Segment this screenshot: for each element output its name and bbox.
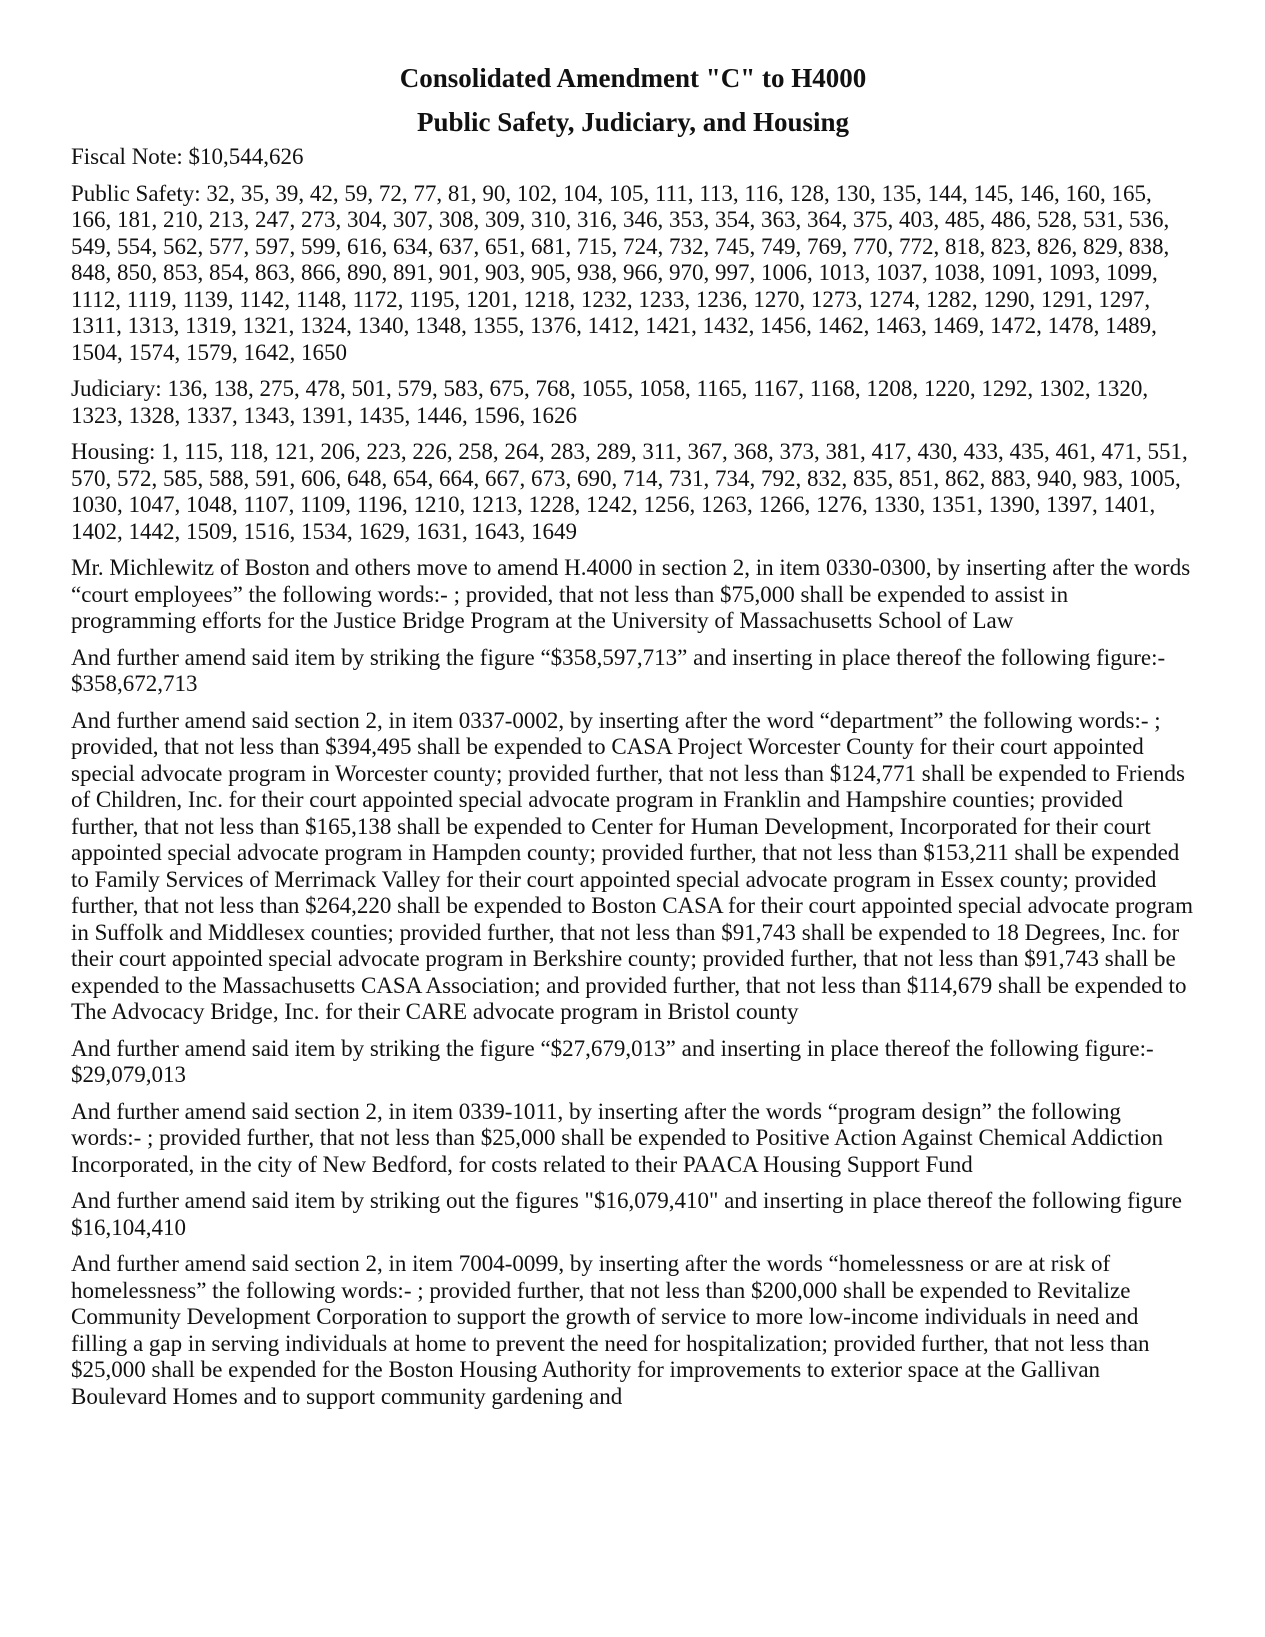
amendment-paragraph: And further amend said section 2, in item 0337-0002, by inserting after the word “department” the following words:- ; provided, that not less than $394,495 shall be expended to CASA Project Worcester County for their court appointed special advocate program in Worcester county; provided further, that not less than $124,771 shall be expended to Friends of Children, Inc. for their court appointed special advocate program in Franklin and Hampshire counties; provided further, that not less than $165,138 shall be expended to Center for Human Development, Incorporated for their court appointed special advocate program in Hampden county; provided further, that not less than $153,211 shall be expended to Family Services of Merrimack Valley for their court appointed special advocate program in Essex county; provided further, that not less than $264,220 shall be expended to Boston CASA for their court appointed special advocate program in Suffolk and Middlesex counties; provided further, that not less than $91,743 shall be expended to 18 Degrees, Inc. for their court appointed special advocate program in Berkshire county; provided further, that not less than $91,743 shall be expended to the Massachusetts CASA Association; and provided further, that not less than $114,679 shall be expended to The Advocacy Bridge, Inc. for their CARE advocate program in Bristol county: [71, 707, 1193, 1024]
amendment-paragraph: And further amend said item by striking the figure “$358,597,713” and inserting in place thereof the following figure:- $358,672,713: [71, 644, 1166, 696]
housing-list: Housing: 1, 115, 118, 121, 206, 223, 226, 258, 264, 283, 289, 311, 367, 368, 373, 381, 417, 430, 433, 435, 461, 471, 551, 570, 572, 585, 588, 591, 606, 648, 654, 664, 667, 673, 690, 714, 731, 734, 792, 832, 835, 851, 862, 883, 940, 983, 1005, 1030, 1047, 1048, 1107, 1109, 1196, 1210, 1213, 1228, 1242, 1256, 1263, 1266, 1276, 1330, 1351, 1390, 1397, 1401, 1402, 1442, 1509, 1516, 1534, 1629, 1631, 1643, 1649: [71, 439, 1188, 544]
fiscal-note: Fiscal Note: $10,544,626: [71, 144, 304, 169]
document-title: Consolidated Amendment "C" to H4000: [399, 63, 867, 93]
document-subtitle: Public Safety, Judiciary, and Housing: [416, 107, 850, 137]
amendment-paragraph: Mr. Michlewitz of Boston and others move to amend H.4000 in section 2, in item 0330-0300, by inserting after the words “court employees” the following words:- ; provided, that not less than $75,000 shall be expended to assist in programming efforts for the Justice Bridge Program at the University of Massachusetts School of Law: [71, 555, 1191, 633]
judiciary-list: Judiciary: 136, 138, 275, 478, 501, 579, 583, 675, 768, 1055, 1058, 1165, 1167, 1168, 1208, 1220, 1292, 1302, 1320, 1323, 1328, 1337, 1343, 1391, 1435, 1446, 1596, 1626: [71, 376, 1149, 428]
amendment-paragraph: And further amend said item by striking out the figures "$16,079,410" and inserting in place thereof the following figure $16,104,410: [71, 1188, 1183, 1240]
amendment-paragraph: And further amend said section 2, in item 0339-1011, by inserting after the words “program design” the following words:- ; provided further, that not less than $25,000 shall be expended to Positive Action Against Chemical Addiction Incorporated, in the city of New Bedford, for costs related to their PAACA Housing Support Fund: [71, 1098, 1164, 1177]
amendment-paragraph: And further amend said section 2, in item 7004-0099, by inserting after the words “homelessness or are at risk of homelessness” the following words:- ; provided further, that not less than $200,000 shall be expended to Revitalize Community Development Corporation to support the growth of service to more low-income individuals in need and filling a gap in serving individuals at home to prevent the need for hospitalization; provided further, that not less than $25,000 shall be expended for the Boston Housing Authority for improvements to exterior space at the Gallivan Boulevard Homes and to support community gardening and: [71, 1251, 1150, 1409]
amendment-paragraph: And further amend said item by striking the figure “$27,679,013” and inserting in place thereof the following figure:- $29,079,013: [71, 1035, 1154, 1087]
public-safety-list: Public Safety: 32, 35, 39, 42, 59, 72, 77, 81, 90, 102, 104, 105, 111, 113, 116, 128, 130, 135, 144, 145, 146, 160, 165, 166, 181, 210, 213, 247, 273, 304, 307, 308, 309, 310, 316, 346, 353, 354, 363, 364, 375, 403, 485, 486, 528, 531, 536, 549, 554, 562, 577, 597, 599, 616, 634, 637, 651, 681, 715, 724, 732, 745, 749, 769, 770, 772, 818, 823, 826, 829, 838, 848, 850, 853, 854, 863, 866, 890, 891, 901, 903, 905, 938, 966, 970, 997, 1006, 1013, 1037, 1038, 1091, 1093, 1099, 1112, 1119, 1139, 1142, 1148, 1172, 1195, 1201, 1218, 1232, 1233, 1236, 1270, 1273, 1274, 1282, 1290, 1291, 1297, 1311, 1313, 1319, 1321, 1324, 1340, 1348, 1355, 1376, 1412, 1421, 1432, 1456, 1462, 1463, 1469, 1472, 1478, 1489, 1504, 1574, 1579, 1642, 1650: [71, 180, 1170, 365]
